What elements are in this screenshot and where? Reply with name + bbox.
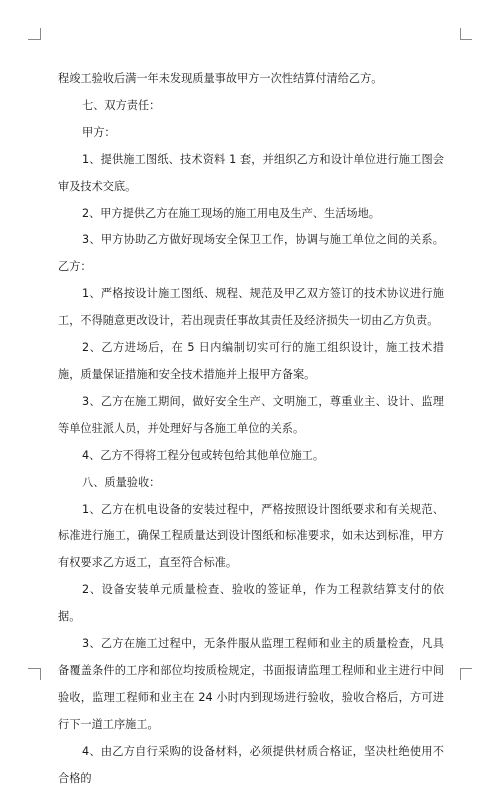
corner-mark-top-right-h	[460, 39, 472, 40]
paragraph: 3、乙方在施工期间，做好安全生产、文明施工，尊重业主、设计、监理等单位驻派人员，并处理好与各施工单位的关系。	[58, 394, 444, 435]
corner-mark-top-left-v	[40, 28, 41, 40]
section-heading: 八、质量验收：	[82, 475, 161, 489]
paragraph: 2、乙方进场后，在 5 日内编制切实可行的施工组织设计，施工技术措施，质量保证措施和安全技术措施并上报甲方备案。	[58, 341, 444, 381]
paragraph: 2、设备安装单元质量检查、验收的签证单，作为工程款结算支付的依据。	[58, 583, 444, 624]
corner-mark-bottom-right-h	[460, 668, 472, 669]
document-body	[58, 66, 444, 792]
paragraph: 1、严格按设计施工图纸、规程、规范及甲乙双方签订的技术协议进行施工，不得随意更改设计，若出现责任事故其责任及经济损失一切由乙方负责。	[58, 287, 444, 328]
section-heading: 七、双方责任：	[82, 98, 161, 112]
corner-mark-bottom-left-v	[40, 668, 41, 680]
paragraph: 1、乙方在机电设备的安装过程中，严格按照设计图纸要求和有关规范、标准进行施工，确保工程质量达到设计图纸和标准要求，如未达到标准，甲方有权要求乙方返工，直至符合标准。	[58, 502, 444, 570]
paragraph: 3、乙方在施工过程中，无条件服从监理工程师和业主的质量检查，凡具备覆盖条件的工序和部位均按质检规定，书面报请监理工程师和业主进行中间验收，监理工程师和业主在 24 小时内到现场进行验收，验收合格后，方可进行下一道工序施工。	[58, 637, 444, 731]
paragraph: 4、乙方不得将工程分包或转包给其他单位施工。	[82, 448, 325, 462]
subsection-heading: 甲方：	[82, 125, 116, 139]
paragraph: 4、由乙方自行采购的设备材料，必须提供材质合格证，坚决杜绝使用不合格的	[58, 744, 444, 785]
paragraph: 程竣工验收后满一年未发现质量事故甲方一次性结算付清给乙方。	[58, 72, 383, 85]
paragraph: 1、提供施工图纸、技术资料 1 套，并组织乙方和设计单位进行施工图会审及技术交底。	[58, 152, 444, 193]
corner-mark-top-right-v	[460, 28, 461, 40]
corner-mark-bottom-left-h	[28, 668, 40, 669]
corner-mark-bottom-right-v	[460, 668, 461, 680]
paragraph: 3、甲方协助乙方做好现场安全保卫工作，协调与施工单位之间的关系。 乙方：	[58, 233, 444, 274]
corner-mark-top-left-h	[28, 39, 40, 40]
paragraph: 2、甲方提供乙方在施工现场的施工用电及生产、生活场地。	[82, 206, 380, 220]
